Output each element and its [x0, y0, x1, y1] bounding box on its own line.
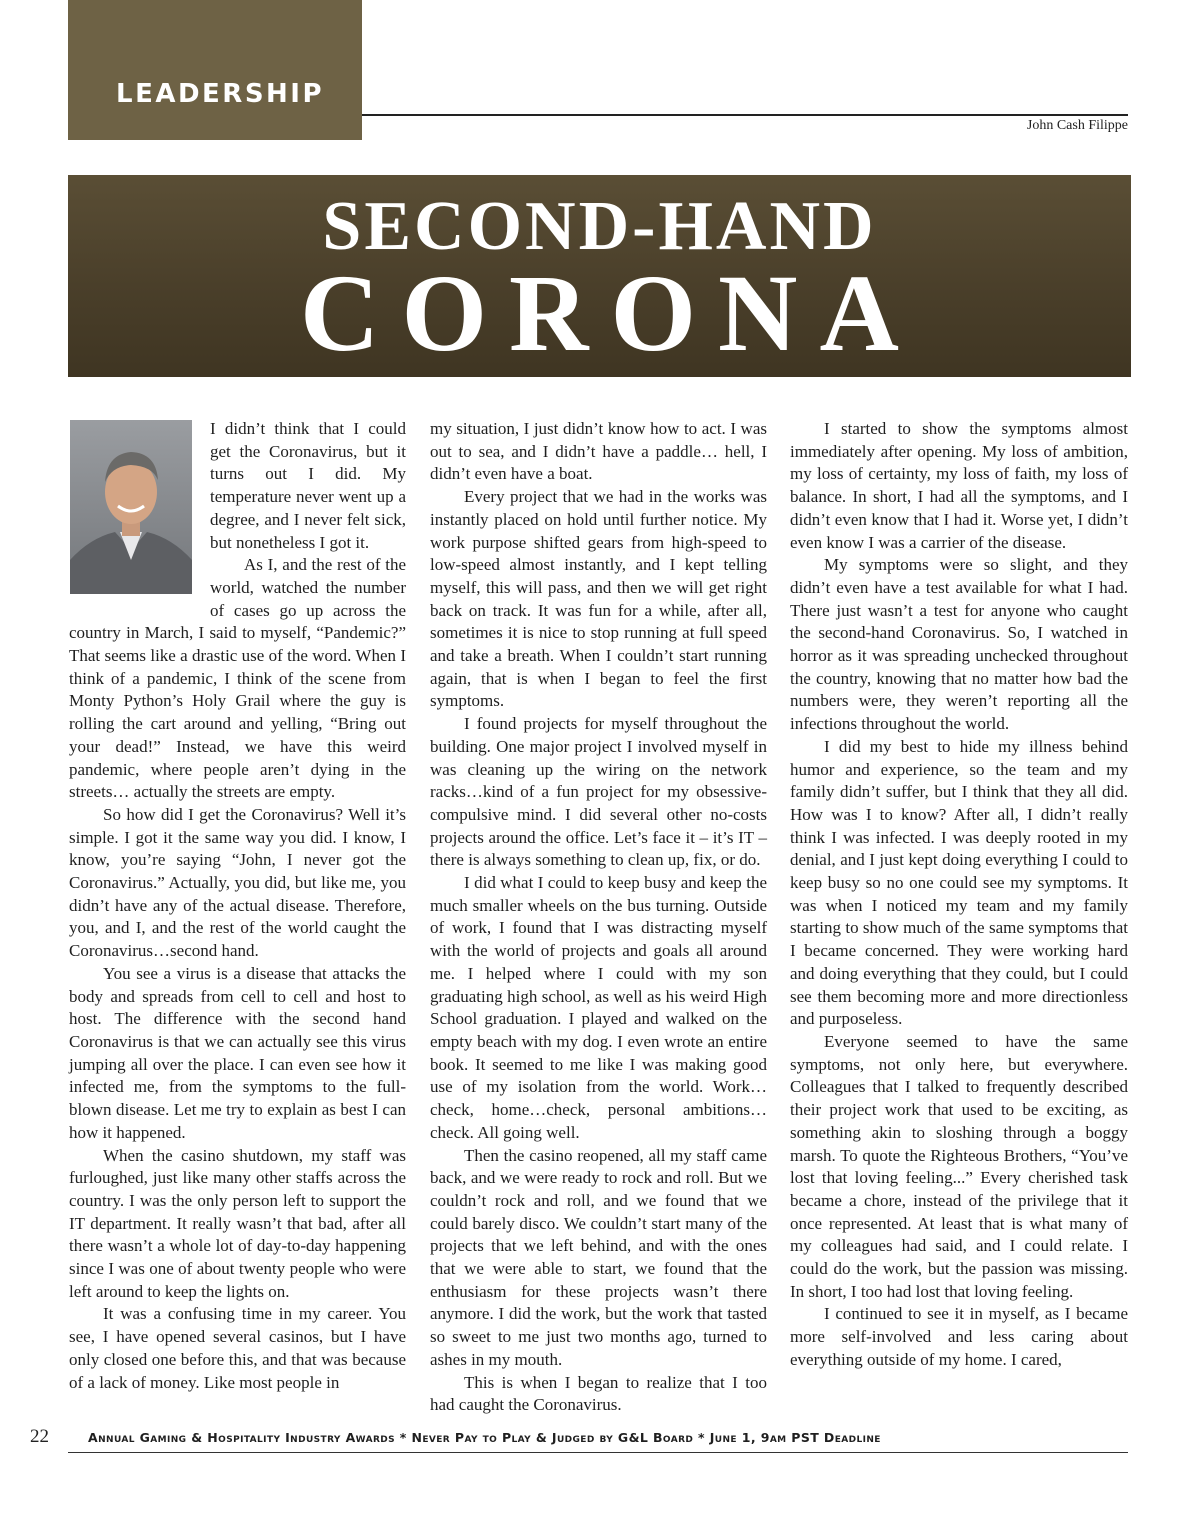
article-column-1 — [69, 418, 406, 1394]
article-column-2 — [430, 418, 767, 1417]
paragraph: My symptoms were so slight, and they didn’t even have a test available for what I had. There just wasn’t a test for anyone who caught the second-hand Coronavirus. So, I watched in horror as it was spreading unchecked throughout the country, knowing that no matter how bad the numbers were, they weren’t reporting all the infections throughout the world. — [790, 555, 1128, 734]
paragraph: I started to show the symptoms almost immediately after opening. My loss of ambition, my loss of certainty, my loss of faith, my loss of balance. In short, I had all the symptoms, and I didn’t even know that I had it. Worse yet, I didn’t even know I was a carrier of the disease. — [790, 419, 1128, 552]
paragraph: Everyone seemed to have the same symptoms, not only here, but everywhere. Colleagues that I talked to frequently described their project work that used to be exciting, as something akin to sloshing through a boggy marsh. To quote the Righteous Brothers, “You’ve lost that loving feeling...” Every cherished task became a chore, instead of the privilege that it once represented. At least that is what many of my colleagues had said, and I could relate. I could do the work, but the passion was missing. In short, I too had lost that loving feeling. — [790, 1031, 1128, 1301]
paragraph: I did my best to hide my illness behind humor and experience, so the team and my family didn’t suffer, but I think that they all did. How was I to know? After all, I didn’t really think I was infected. I was deeply rooted in my denial, and I just kept doing everything I could to keep busy so no one could see my symptoms. It was when I noticed my team and my family starting to show much of the same symptoms that I became concerned. They were working hard and doing everything that they could, but I could see them becoming more and more directionless and purposeless. — [790, 736, 1128, 1029]
portrait-float-spacer — [69, 418, 210, 616]
paragraph: I continued to see it in myself, as I became more self-involved and less caring about everything outside of my home. I cared, — [790, 1304, 1128, 1369]
paragraph: This is when I began to realize that I too had caught the Coronavirus. — [430, 1372, 767, 1415]
paragraph: So how did I get the Coronavirus? Well it’s simple. I got it the same way you did. I know, I know, you’re saying “John, I never got the Coronavirus.” Actually, you did, but like me, you didn’t have any of the actual disease. Therefore, you, and I, and the rest of the world caught the Coronavirus…second hand. — [69, 804, 406, 961]
title-line-2: CORONA — [300, 252, 921, 374]
header-rule — [362, 114, 1128, 116]
footer-banner-text: Annual Gaming & Hospitality Industry Awards * Never Pay to Play & Judged by G&L Board * June 1, 9am PST Deadline — [88, 1430, 881, 1445]
section-label: LEADERSHIP — [116, 79, 325, 109]
paragraph: Then the casino reopened, all my staff came back, and we were ready to rock and roll. But we couldn’t rock and roll, and we found that we could barely disco. We couldn’t start many of the projects that we left behind, and with the ones that we were able to start, we found that the enthusiasm for these projects wasn’t there anymore. I did the work, but the work that tasted so sweet to me just two months ago, turned to ashes in my mouth. — [430, 1145, 767, 1369]
paragraph: You see a virus is a disease that attacks the body and spreads from cell to cell and host to host. The difference with the second hand Coronavirus is that we can actually see this virus jumping all over the place. I can even see how it infected me, from the symptoms to the full-blown disease. Let me try to explain as best I can how it happened. — [69, 963, 406, 1142]
paragraph: I did what I could to keep busy and keep the much smaller wheels on the bus turning. Outside of work, I found that I was distracting myself with the world of projects and goals all around me. I helped where I could with my son graduating high school, as well as his weird High School graduation. I played and walked on the empty beach with my dog. I even wrote an entire book. It seemed to me like I was making good use of my isolation from the world. Work…check, home…check, personal ambitions…check. All going well. — [430, 873, 767, 1142]
article-column-3 — [790, 418, 1128, 1372]
paragraph: I didn’t think that I could get the Coronavirus, but it turns out I did. My temperature never went up a degree, and I never felt sick, but nonetheless I got it. — [210, 419, 406, 552]
paragraph: Every project that we had in the works was instantly placed on hold until further notice. My work purpose shifted gears from high-speed to low-speed almost instantly, and I kept telling myself, this will pass, and then we will get right back on track. It was fun for a while, after all, sometimes it is nice to stop running at full speed and take a breath. When I couldn’t start running again, that is when I began to feel the first symptoms. — [430, 487, 767, 711]
paragraph: my situation, I just didn’t know how to act. I was out to sea, and I didn’t have a paddle… hell, I didn’t even have a boat. — [430, 419, 767, 484]
section-tab — [68, 0, 362, 140]
paragraph: I found projects for myself throughout the building. One major project I involved myself in was cleaning up the wiring on the network racks…kind of a fun project for my obsessive-compulsive mind. I did several other no-costs projects around the office. Let’s face it – it’s IT – there is always something to clean up, fix, or do. — [430, 714, 767, 870]
page-number: 22 — [30, 1426, 49, 1447]
paragraph: When the casino shutdown, my staff was furloughed, just like many other staffs across the country. I was the only person left to support the IT department. It really wasn’t that bad, after all there wasn’t a whole lot of day-to-day happening since I was one of about twenty people who were left around to keep the lights on. — [69, 1145, 406, 1301]
paragraph: As I, and the rest of the world, watched the number of cases go up across the country in March, I said to myself, “Pandemic?” That seems like a drastic use of the word. When I think of a pandemic, I think of the scene from Monty Python’s Holy Grail where the guy is rolling the cart around and yelling, “Bring out your dead!” Instead, we have this weird pandemic, where people aren’t dying in the streets… actually the streets are empty. — [69, 555, 406, 802]
footer-rule — [68, 1452, 1128, 1453]
paragraph: It was a confusing time in my career. You see, I have opened several casinos, but I have only closed one before this, and that was because of a lack of money. Like most people in — [69, 1304, 406, 1392]
title-line-1: SECOND-HAND — [322, 188, 877, 265]
author-name: John Cash Filippe — [1026, 118, 1128, 133]
title-banner — [68, 175, 1131, 377]
